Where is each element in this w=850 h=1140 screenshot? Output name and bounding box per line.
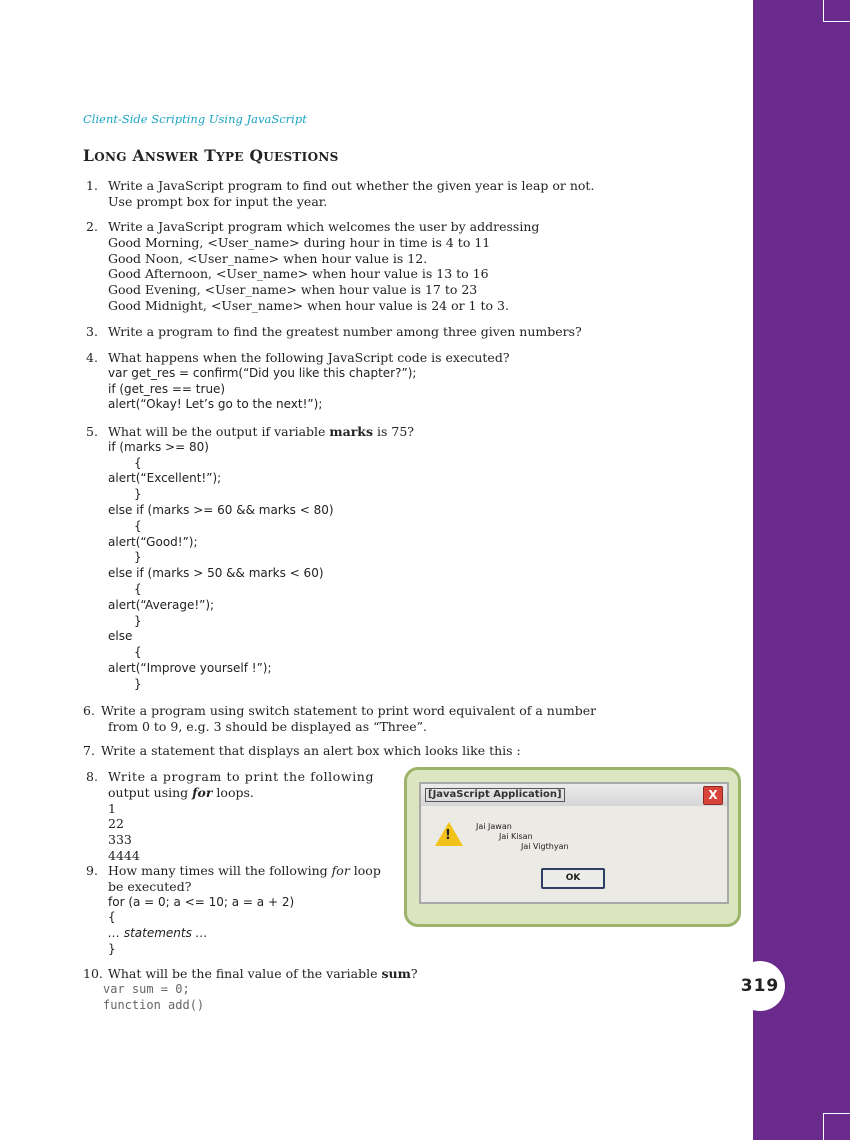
question-number: 4. — [86, 350, 98, 365]
alert-message-line: Jai Vigthyan — [521, 842, 569, 851]
question-2: 2. Write a JavaScript program which welcomes the user by addressing Good Morning, <User_name> during hour in time is 4 to 11 Good Noon, <User_name> when hour value is 12. Good Afternoon, <User_name> when hour value is 13 to 16 Good Evening, <User_name> when hour value is 17 to 23 Good Midnight, <User_name> when hour value is 24 or 1 to 3. — [86, 219, 540, 313]
alert-window — [419, 782, 729, 904]
question-6: 6. Write a program using switch statement to print word equivalent of a number from 0 to 9, e.g. 3 should be displayed as “Three”. — [83, 703, 597, 734]
alert-message-line: Jai Jawan — [476, 822, 512, 831]
code-line: else if (marks >= 60 && marks < 80) — [108, 502, 334, 517]
crop-mark-top — [823, 0, 850, 22]
code-line: else if (marks > 50 && marks < 60) — [108, 566, 324, 581]
code-line: alert(“Good!”); — [108, 534, 198, 549]
section-heading: LONG ANSWER TYPE QUESTIONS — [83, 146, 339, 165]
question-9: 9. How many times will the following for loop be executed? for (a = 0; a <= 10; a = a + 2) { … statements … } — [86, 863, 381, 956]
code-brace: } — [134, 487, 142, 502]
page-number: 319 — [735, 961, 785, 1011]
code-line: alert(“Excellent!”); — [108, 471, 222, 486]
code-brace: { — [134, 455, 142, 470]
code-line: alert(“Average!”); — [108, 597, 215, 612]
question-number: 5. — [86, 424, 98, 439]
question-4: 4. What happens when the following JavaScript code is executed? var get_res = confirm(“Did you like this chapter?”); if (get_res == true) alert(“Okay! Let’s go to the next!”); — [86, 350, 510, 412]
question-8: 8. Write a program to print the following output using for loops. 1 22 333 4444 — [86, 769, 375, 863]
code-block — [108, 440, 414, 693]
question-number: 1. — [86, 178, 98, 193]
question-number: 10. — [83, 966, 103, 981]
alert-box-figure — [404, 767, 741, 927]
ok-button[interactable]: OK — [541, 868, 605, 889]
question-number: 8. — [86, 769, 98, 784]
alert-title-bar — [421, 784, 727, 806]
code-brace: { — [134, 518, 142, 533]
question-number: 6. — [83, 703, 95, 718]
question-number: 7. — [83, 743, 95, 758]
question-5: 5. What will be the output if variable marks is 75? if (marks >= 80) { alert(“Excellent!”); } else if (marks >= 60 && marks < 80) { alert(“Good!”); } else if (marks > 50 && marks < 60) { alert(“Average!”); } else { alert(“Improve yourself !”); } — [86, 424, 414, 691]
warning-icon-mark: ! — [445, 828, 451, 843]
code-line: alert(“Improve yourself !”); — [108, 660, 272, 675]
question-10: 10. What will be the final value of the variable sum? var sum = 0; function add() — [83, 966, 418, 1012]
question-number: 9. — [86, 863, 98, 878]
code-brace: } — [134, 676, 142, 691]
running-head: Client-Side Scripting Using JavaScript — [83, 112, 307, 126]
code-line: else — [108, 629, 133, 644]
crop-mark-bottom — [823, 1113, 850, 1140]
code-line: if (marks >= 80) — [108, 439, 209, 454]
question-1: 1. Write a JavaScript program to find out whether the given year is leap or not. Use prompt box for input the year. — [86, 178, 595, 209]
code-brace: } — [134, 550, 142, 565]
question-3: 3. Write a program to find the greatest number among three given numbers? — [86, 324, 582, 339]
code-brace: { — [134, 645, 142, 660]
question-number: 2. — [86, 219, 98, 234]
code-brace: } — [134, 613, 142, 628]
question-number: 3. — [86, 324, 98, 339]
close-icon[interactable]: X — [703, 786, 723, 805]
alert-message-line: Jai Kisan — [499, 832, 533, 841]
question-7: 7. Write a statement that displays an alert box which looks like this : — [83, 743, 521, 758]
alert-title: [JavaScript Application] — [425, 788, 565, 802]
code-brace: { — [134, 581, 142, 596]
